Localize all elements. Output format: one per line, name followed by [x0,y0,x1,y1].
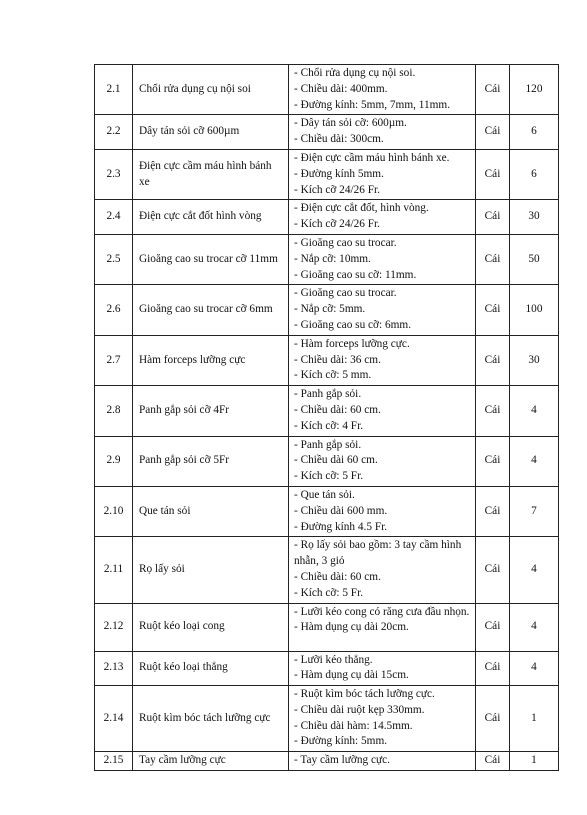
item-number: 2.10 [95,486,133,536]
item-number: 2.7 [95,335,133,385]
item-quantity: 4 [510,537,559,603]
spec-line: - Chiều dài: 300cm. [294,133,384,146]
item-number: 2.6 [95,285,133,335]
table-row [95,752,559,771]
spec-line: - Điện cực cầm máu hình bánh xe. [294,151,450,164]
spec-line: - Kích cỡ 24/26 Fr. [294,183,380,196]
item-quantity: 100 [510,285,559,335]
spec-line: - Kích cỡ: 5 Fr. [294,470,364,483]
item-name: Ruột kìm bóc tách lưỡng cực [133,686,289,752]
item-number: 2.2 [95,115,133,150]
spec-line: - Lưỡi kéo cong có răng cưa đầu nhọn. [294,605,470,618]
item-quantity: 6 [510,115,559,150]
item-quantity: 4 [510,603,559,651]
item-name: Que tán sỏi [133,486,289,536]
item-unit: Cái [476,752,510,771]
item-quantity: 4 [510,436,559,486]
item-specs [289,686,476,752]
equipment-table [94,64,559,771]
item-specs [289,200,476,235]
item-unit: Cái [476,234,510,284]
spec-line: - Nắp cỡ: 5mm. [294,303,366,316]
item-quantity: 4 [510,651,559,686]
item-quantity: 30 [510,335,559,385]
item-specs [289,65,476,115]
spec-line: - Panh gắp sỏi. [294,388,362,401]
spec-line: - Gioăng cao su cỡ: 11mm. [294,268,417,281]
spec-line: - Đường kính: 5mm, 7mm, 11mm. [294,98,451,111]
item-number: 2.4 [95,200,133,235]
item-unit: Cái [476,335,510,385]
spec-line: - Kích cỡ 24/26 Fr. [294,218,380,231]
spec-line: - Gioăng cao su trocar. [294,236,397,249]
item-specs [289,285,476,335]
item-unit: Cái [476,386,510,436]
table-row [95,651,559,686]
spec-line: - Tay cầm lưỡng cực. [294,754,390,767]
spec-line: - Đường kính 4.5 Fr. [294,520,388,533]
item-name: Hàm forceps lưỡng cực [133,335,289,385]
item-unit: Cái [476,115,510,150]
item-quantity: 30 [510,200,559,235]
item-specs [289,436,476,486]
spec-line: - Nắp cỡ: 10mm. [294,252,371,265]
table-row [95,537,559,603]
item-unit: Cái [476,603,510,651]
item-name: Ruột kéo loại thẳng [133,651,289,686]
spec-line: - Chiều dài: 400mm. [294,82,388,95]
item-number: 2.5 [95,234,133,284]
item-specs [289,603,476,651]
item-name: Điện cực cầm máu hình bánh xe [133,149,289,199]
spec-line: - Kích cỡ: 5 mm. [294,369,372,382]
spec-line: - Lưỡi kéo thẳng. [294,653,373,666]
item-number: 2.14 [95,686,133,752]
item-name: Panh gắp sỏi cỡ 4Fr [133,386,289,436]
item-name: Gioăng cao su trocar cỡ 6mm [133,285,289,335]
table-row [95,234,559,284]
item-specs [289,335,476,385]
item-specs [289,651,476,686]
item-unit: Cái [476,537,510,603]
item-number: 2.9 [95,436,133,486]
item-unit: Cái [476,651,510,686]
table-row [95,686,559,752]
table-body [95,65,559,771]
spec-line: - Dây tán sỏi cỡ: 600µm. [294,117,407,130]
item-quantity: 7 [510,486,559,536]
spec-line: - Panh gắp sỏi. [294,438,362,451]
item-specs [289,149,476,199]
table-row [95,285,559,335]
item-specs [289,752,476,771]
item-quantity: 4 [510,386,559,436]
item-unit: Cái [476,65,510,115]
spec-line: - Chiều dài 600 mm. [294,504,388,517]
item-name: Dây tán sỏi cỡ 600µm [133,115,289,150]
table-row [95,436,559,486]
item-quantity: 50 [510,234,559,284]
spec-line: - Chổi rửa dụng cụ nội soi. [294,67,416,79]
spec-line: - Hàm dụng cụ dài 15cm. [294,669,409,682]
item-name: Rọ lấy sỏi [133,537,289,603]
table-row [95,65,559,115]
item-unit: Cái [476,486,510,536]
item-unit: Cái [476,686,510,752]
item-name: Ruột kéo loại cong [133,603,289,651]
spec-line: - Điện cực cắt đốt, hình vòng. [294,202,429,215]
spec-line: - Chiều dài: 60 cm. [294,403,381,416]
item-number: 2.8 [95,386,133,436]
item-number: 2.15 [95,752,133,771]
table-row [95,200,559,235]
item-quantity: 1 [510,752,559,771]
table-row [95,386,559,436]
item-name: Gioăng cao su trocar cỡ 11mm [133,234,289,284]
item-name: Tay cầm lưỡng cực [133,752,289,771]
spec-line: - Ruột kìm bóc tách lưỡng cực. [294,688,435,701]
spec-line: - Kích cỡ: 5 Fr. [294,586,364,599]
item-quantity: 6 [510,149,559,199]
item-unit: Cái [476,285,510,335]
item-number: 2.1 [95,65,133,115]
item-number: 2.3 [95,149,133,199]
item-specs [289,486,476,536]
spec-line: - Kích cỡ: 4 Fr. [294,419,364,432]
table-row [95,149,559,199]
spec-line: - Chiều dài: 60 cm. [294,570,381,583]
spec-line: - Chiều dài: 36 cm. [294,353,381,366]
spec-line: - Đường kính 5mm. [294,167,384,180]
spec-line: - Hàm dụng cụ dài 20cm. [294,621,409,634]
spec-line: - Rọ lấy sỏi bao gồm: 3 tay cầm hình nhẫn, 3 giỏ [294,539,462,568]
table-row [95,486,559,536]
spec-line: - Que tán sỏi. [294,488,355,501]
spec-line: - Đường kính: 5mm. [294,735,388,748]
spec-line: - Hàm forceps lưỡng cực. [294,337,410,350]
item-name: Điện cực cắt đốt hình vòng [133,200,289,235]
item-name: Panh gắp sỏi cỡ 5Fr [133,436,289,486]
item-unit: Cái [476,200,510,235]
spec-line: - Chiều dài hàm: 14.5mm. [294,719,413,732]
spec-line: - Gioăng cao su cỡ: 6mm. [294,318,412,331]
item-specs [289,115,476,150]
spec-line: - Chiều dài 60 cm. [294,454,378,467]
table-row [95,115,559,150]
item-number: 2.12 [95,603,133,651]
item-quantity: 1 [510,686,559,752]
table-row [95,603,559,651]
item-specs [289,537,476,603]
item-number: 2.11 [95,537,133,603]
spec-line: - Chiều dài ruột kẹp 330mm. [294,703,425,716]
item-specs [289,234,476,284]
spec-line: - Gioăng cao su trocar. [294,287,397,300]
table-row [95,335,559,385]
item-number: 2.13 [95,651,133,686]
item-name: Chổi rửa dụng cụ nội soi [133,65,289,115]
item-quantity: 120 [510,65,559,115]
item-unit: Cái [476,436,510,486]
item-unit: Cái [476,149,510,199]
item-specs [289,386,476,436]
